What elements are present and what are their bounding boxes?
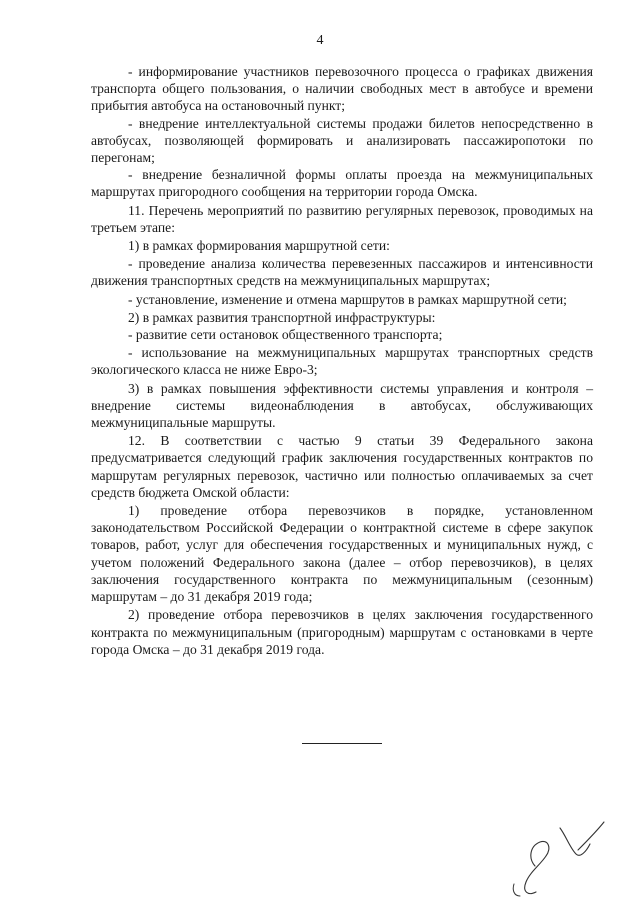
paragraph: 3) в рамках повышения эффективности системы управления и контроля – внедрение системы видеонаблюдения в автобусах, обслуживающих межмуниципальные маршруты. <box>91 380 593 431</box>
paragraph: 2) в рамках развития транспортной инфраструктуры: <box>128 309 436 325</box>
document-body <box>91 63 593 658</box>
paragraph: 1) в рамках формирования маршрутной сети: <box>128 238 390 254</box>
paragraph: - проведение анализа количества перевезенных пассажиров и интенсивности движения транспортных средств на межмуниципальных маршрутах; <box>91 256 593 289</box>
paragraph: 2) проведение отбора перевозчиков в целях заключения государственного контракта по межмуниципальным (пригородным) маршрутам с остановками в черте города Омска – до 31 декабря 2019 года. <box>91 607 593 657</box>
paragraph: - использование на межмуниципальных маршрутах транспортных средств экологического класса не ниже Евро-3; <box>91 345 593 378</box>
paragraph: 12. В соответствии с частью 9 статьи 39 Федерального закона предусматривается следующий график заключения государственных контрактов по маршрутам регулярных перевозок, частично или полностью оплачиваемых за счет средств бюджета Омской области: <box>91 433 593 500</box>
paragraph: - информирование участников перевозочного процесса о графиках движения транспорта общего пользования, о наличии свободных мест в автобусе и времени прибытия автобуса на остановочный пункт; <box>91 64 593 114</box>
handwritten-signature <box>500 808 610 898</box>
end-separator-line <box>302 743 382 744</box>
paragraph: - внедрение безналичной формы оплаты проезда на межмуниципальных маршрутах пригородного сообщения на территории города Омска. <box>91 167 593 200</box>
paragraph: 1) проведение отбора перевозчиков в порядке, установленном законодательством Российской Федерации о контрактной системе в сфере закупок товаров, работ, услуг для обеспечения государственных и муниципальных нужд, с учетом положений Федерального закона (далее – отбор перевозчиков), в целях заключения государственного контракта по межмуниципальным (сезонным) маршрутам – до 31 декабря 2019 года; <box>91 503 593 605</box>
paragraph: - внедрение интеллектуальной системы продажи билетов непосредственно в автобусах, позволяющей формировать и анализировать пассажиропотоки по перегонам; <box>91 115 593 166</box>
paragraph: - развитие сети остановок общественного транспорта; <box>128 327 443 343</box>
paragraph: 11. Перечень мероприятий по развитию регулярных перевозок, проводимых на третьем этапе: <box>91 202 593 235</box>
paragraph: - установление, изменение и отмена маршрутов в рамках маршрутной сети; <box>128 291 567 307</box>
page-number: 4 <box>316 33 324 48</box>
